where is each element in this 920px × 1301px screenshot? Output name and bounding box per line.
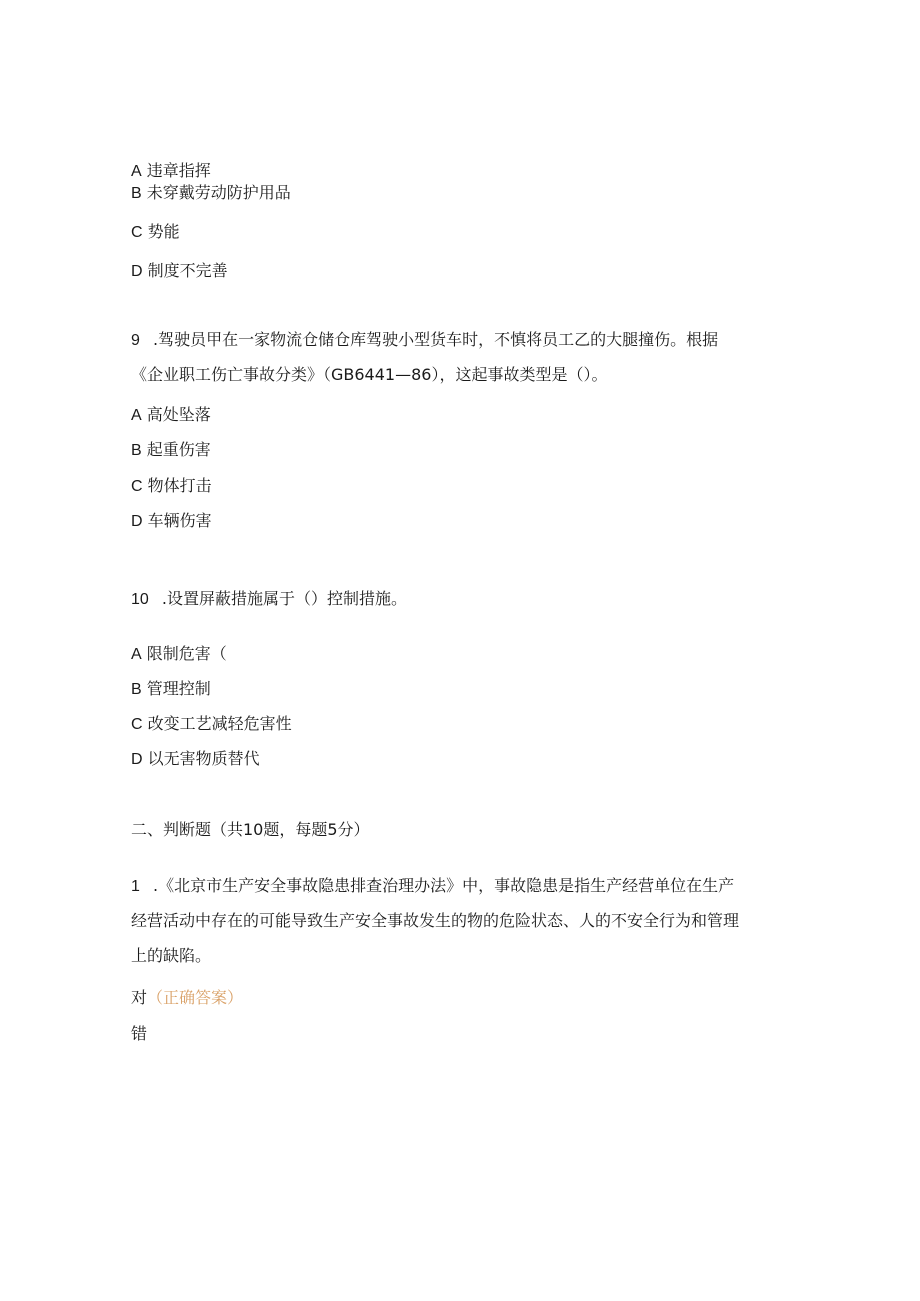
option-letter: C (131, 716, 143, 733)
question-text: .驾驶员甲在一家物流仓储仓库驾驶小型货车时，不慎将员工乙的大腿撞伤。根据 (153, 330, 719, 349)
q10-option-b[interactable] (131, 679, 211, 700)
tf-question-1-stem-line3: 上的缺陷。 (131, 946, 212, 965)
option-text: 制度不完善 (147, 261, 228, 280)
q10-option-a[interactable] (131, 644, 227, 665)
option-text: 改变工艺减轻危害性 (147, 714, 292, 733)
q10-option-c[interactable] (131, 714, 292, 735)
correct-answer-marker: （正确答案） (147, 988, 244, 1007)
section-heading: 二、判断题（共10题，每题5分） (131, 820, 370, 839)
option-letter: D (131, 263, 143, 280)
option-letter: C (131, 224, 143, 241)
option-d[interactable] (131, 261, 228, 282)
option-text: 高处坠落 (146, 405, 211, 424)
option-text: 管理控制 (146, 679, 211, 698)
option-text: 物体打击 (147, 476, 212, 495)
option-text: 错 (131, 1024, 148, 1043)
question-text: .《北京市生产安全事故隐患排查治理办法》中，事故隐患是指生产经营单位在生产 (153, 876, 735, 895)
option-text: 起重伤害 (146, 440, 211, 459)
option-letter: D (131, 513, 143, 530)
tf-question-1-stem-line1 (131, 876, 734, 897)
q9-option-d[interactable] (131, 511, 212, 532)
option-text: 违章指挥 (146, 161, 211, 180)
q9-option-a[interactable] (131, 405, 211, 426)
option-text: 势能 (147, 222, 180, 241)
question-number: 9 (131, 332, 140, 349)
option-letter: B (131, 185, 142, 202)
q9-option-c[interactable] (131, 476, 212, 497)
option-text: 限制危害（ (146, 644, 227, 663)
question-number: 10 (131, 591, 149, 608)
option-letter: B (131, 442, 142, 459)
q9-option-b[interactable] (131, 440, 211, 461)
option-letter: A (131, 407, 142, 424)
tf-option-false[interactable] (131, 1024, 147, 1044)
question-10-stem (131, 589, 407, 610)
option-letter: C (131, 478, 143, 495)
option-letter: A (131, 163, 142, 180)
option-text: 未穿戴劳动防护用品 (146, 183, 291, 202)
option-a[interactable] (131, 161, 211, 182)
option-letter: D (131, 751, 143, 768)
q10-option-d[interactable] (131, 749, 260, 770)
question-text: .设置屏蔽措施属于（）控制措施。 (161, 589, 407, 608)
question-9-stem-line1 (131, 330, 718, 351)
option-text: 以无害物质替代 (147, 749, 260, 768)
option-letter: A (131, 646, 142, 663)
question-number: 1 (131, 878, 140, 895)
option-text: 对 (131, 988, 148, 1007)
option-b[interactable] (131, 183, 291, 204)
option-c[interactable] (131, 222, 180, 243)
tf-question-1-stem-line2: 经营活动中存在的可能导致生产安全事故发生的物的危险状态、人的不安全行为和管理 (131, 911, 740, 930)
option-letter: B (131, 681, 142, 698)
tf-option-true[interactable] (131, 988, 243, 1008)
option-text: 车辆伤害 (147, 511, 212, 530)
question-9-stem-line2: 《企业职工伤亡事故分类》（GB6441—86），这起事故类型是（）。 (131, 365, 608, 384)
